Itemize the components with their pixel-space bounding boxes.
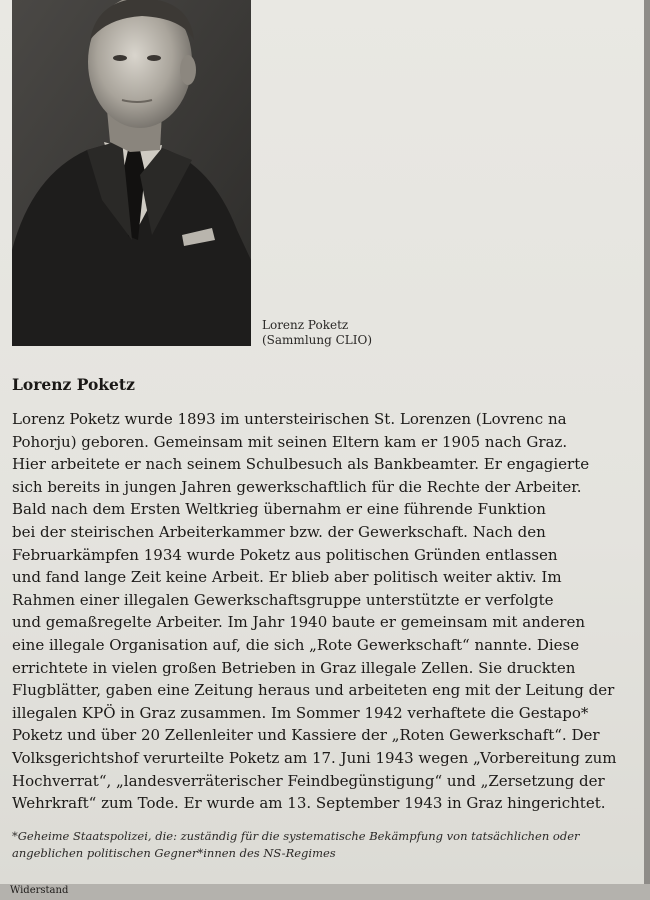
bio-line: Wehrkraft“ zum Tode. Er wurde am 13. September 1943 in Graz hingerichtet.: [12, 794, 606, 813]
bio-line: Flugblätter, gaben eine Zeitung heraus und arbeiteten eng mit der Leitung der: [12, 681, 615, 700]
photo-caption: [262, 318, 372, 348]
bio-line: Poketz und über 20 Zellenleiter und Kassiere der „Roten Gewerkschaft“. Der: [12, 726, 600, 745]
bio-line: bei der steirischen Arbeiterkammer bzw. der Gewerkschaft. Nach den: [12, 522, 546, 541]
bio-line: Lorenz Poketz wurde 1893 im untersteirischen St. Lorenzen (Lovrenc na: [12, 410, 567, 428]
bio-line: Bald nach dem Ersten Weltkrieg übernahm er eine führende Funktion: [12, 500, 546, 519]
bio-line: illegalen KPÖ in Graz zusammen. Im Sommer 1942 verhaftete die Gestapo*: [12, 703, 589, 722]
biography-text: [12, 408, 640, 815]
bio-line: Volksgerichtshof verurteilte Poketz am 17. Juni 1943 wegen „Vorbereitung zum: [12, 748, 617, 767]
bio-line: und fand lange Zeit keine Arbeit. Er blieb aber politisch weiter aktiv. Im: [12, 568, 562, 587]
footnote-line: *Geheime Staatspolizei, die: zuständig für die systematische Bekämpfung von tatsächlichen oder: [12, 829, 580, 843]
bio-line: und gemaßregelte Arbeiter. Im Jahr 1940 baute er gemeinsam mit anderen: [12, 613, 585, 632]
bio-line: Hochverrat“, „landesverräterischer Feindbegünstigung“ und „Zersetzung der: [12, 771, 605, 790]
bottom-strip: [0, 884, 650, 900]
caption-name: Lorenz Poketz: [262, 318, 349, 332]
bio-line: Februarkämpfen 1934 wurde Poketz aus politischen Gründen entlassen: [12, 545, 558, 564]
page-title: Lorenz Poketz: [12, 375, 135, 394]
portrait-image: [12, 0, 251, 346]
bio-line: sich bereits in jungen Jahren gewerkschaftlich für die Rechte der Arbeiter.: [12, 477, 582, 496]
section-label: Widerstand: [10, 885, 69, 896]
caption-source: (Sammlung CLIO): [262, 333, 373, 347]
bio-line: Hier arbeitete er nach seinem Schulbesuch als Bankbeamter. Er engagierte: [12, 455, 590, 474]
bio-line: Rahmen einer illegalen Gewerkschaftsgruppe unterstützte er verfolgte: [12, 590, 554, 609]
footnote: [12, 828, 640, 861]
portrait-photo: [12, 0, 251, 346]
bio-line: Pohorju) geboren. Gemeinsam mit seinen Eltern kam er 1905 nach Graz.: [12, 432, 568, 451]
panel-edge: [644, 0, 650, 884]
bio-line: eine illegale Organisation auf, die sich „Rote Gewerkschaft“ nannte. Diese: [12, 635, 580, 654]
bio-line: errichtete in vielen großen Betrieben in Graz illegale Zellen. Sie druckten: [12, 658, 576, 677]
footnote-line: angeblichen politischen Gegner*innen des NS-Regimes: [12, 845, 336, 860]
